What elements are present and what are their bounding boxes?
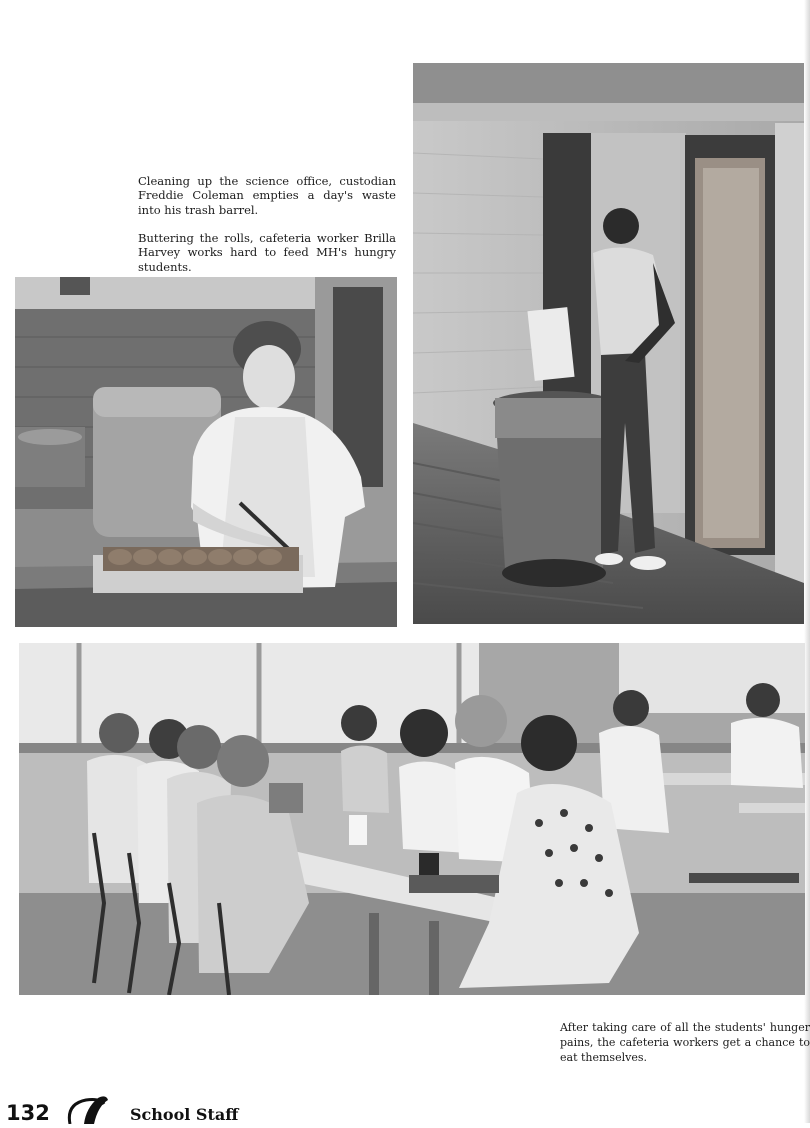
section-title: School Staff <box>130 1105 239 1124</box>
cafeteria-lunch-photo <box>19 643 805 995</box>
custodian-photo <box>413 63 804 624</box>
page-number: 132 <box>6 1101 50 1125</box>
cafeteria-worker-caption: Buttering the rolls, cafeteria worker Brilla Harvey works hard to feed MH's hungry students. <box>138 230 396 274</box>
page-footer <box>0 1092 400 1123</box>
cafeteria-lunch-caption: After taking care of all the students' hunger pains, the cafeteria workers get a chance to eat themselves. <box>560 1021 810 1064</box>
swoosh-logo-icon <box>64 1094 110 1124</box>
cafeteria-worker-photo-image <box>15 277 397 627</box>
custodian-photo-image <box>413 63 804 624</box>
custodian-caption: Cleaning up the science office, custodian Freddie Coleman empties a day's waste into his trash barrel. <box>138 173 396 217</box>
cafeteria-worker-photo <box>15 277 397 627</box>
cafeteria-lunch-photo-image <box>19 643 805 995</box>
